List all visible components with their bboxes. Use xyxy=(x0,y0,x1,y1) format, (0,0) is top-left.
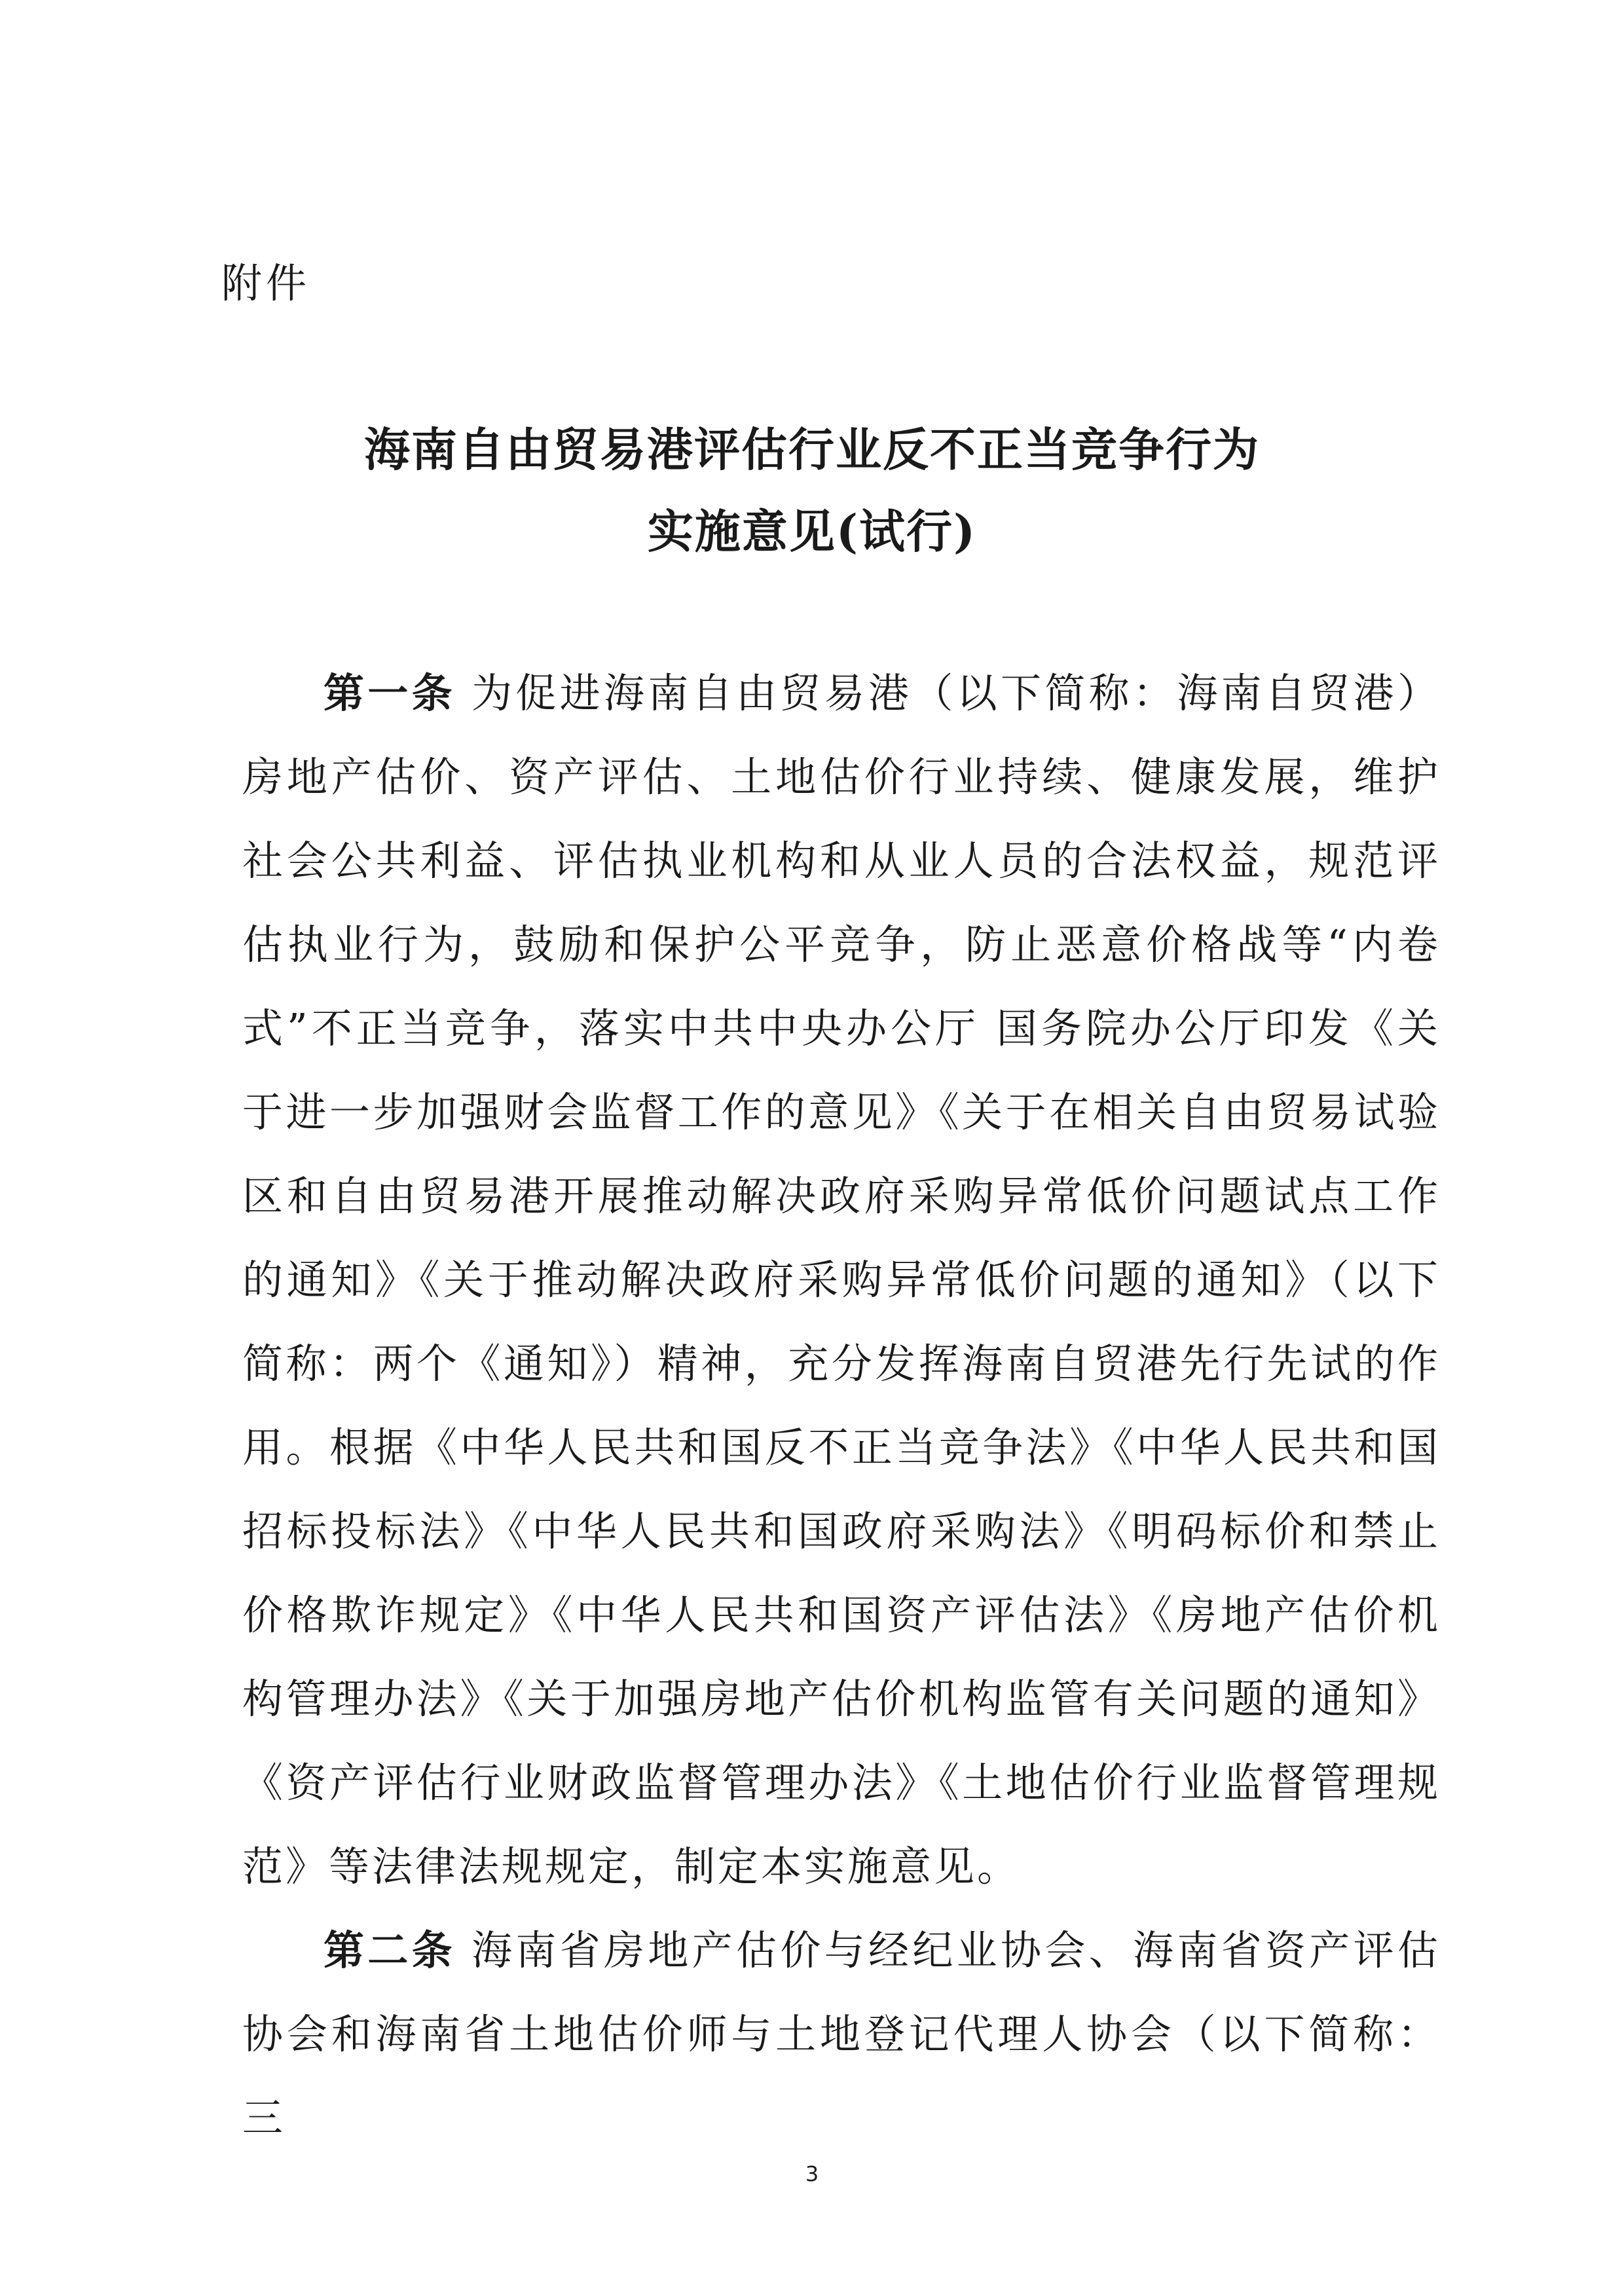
attachment-label: 附件 xyxy=(221,259,311,307)
document-title-line-1: 海南自由贸易港评估行业反不正当竞争行为 xyxy=(364,422,1260,477)
article-1-text: 为促进海南自由贸易港（以下简称：海南自贸港）房地产估价、资产评估、土地估价行业持续、健康发展，维护社会公共利益、评估执业机构和从业人员的合法权益，规范评估执业行为，鼓励和保护公平竞争，防止恶意价格战等“内卷式”不正当竞争，落实中共中央办公厅 国务院办公厅印发《关于进一步加强财会监督工作的意见》《关于在相关自由贸易试验区和自由贸易港开展推动解决政府采购异常低价问题试点工作的通知》《关于推动解决政府采购异常低价问题的通知》（以下简称：两个《通知》）精神，充分发挥海南自贸港先行先试的作用。根据《中华人民共和国反不正当竞争法》《中华人民共和国招标投标法》《中华人民共和国政府采购法》《明码标价和禁止价格欺诈规定》《中华人民共和国资产评估法》《房地产估价机构管理办法》《关于加强房地产估价机构监管有关问题的通知》《资产评估行业财政监督管理办法》《土地估价行业监督管理规范》等法律法规规定，制定本实施意见。 xyxy=(242,669,1441,1890)
article-2-text: 海南省房地产估价与经纪业协会、海南省资产评估协会和海南省土地估价师与土地登记代理人协会（以下简称：三 xyxy=(242,1926,1441,2142)
article-2-label: 第二条 xyxy=(323,1926,456,1974)
page-number: 3 xyxy=(805,2161,819,2186)
document-body xyxy=(242,652,1441,2160)
document-title-line-2: 实施意见(试行) xyxy=(647,504,977,559)
article-2 xyxy=(242,1909,1441,2160)
article-1 xyxy=(242,652,1441,1909)
article-1-label: 第一条 xyxy=(323,669,456,717)
